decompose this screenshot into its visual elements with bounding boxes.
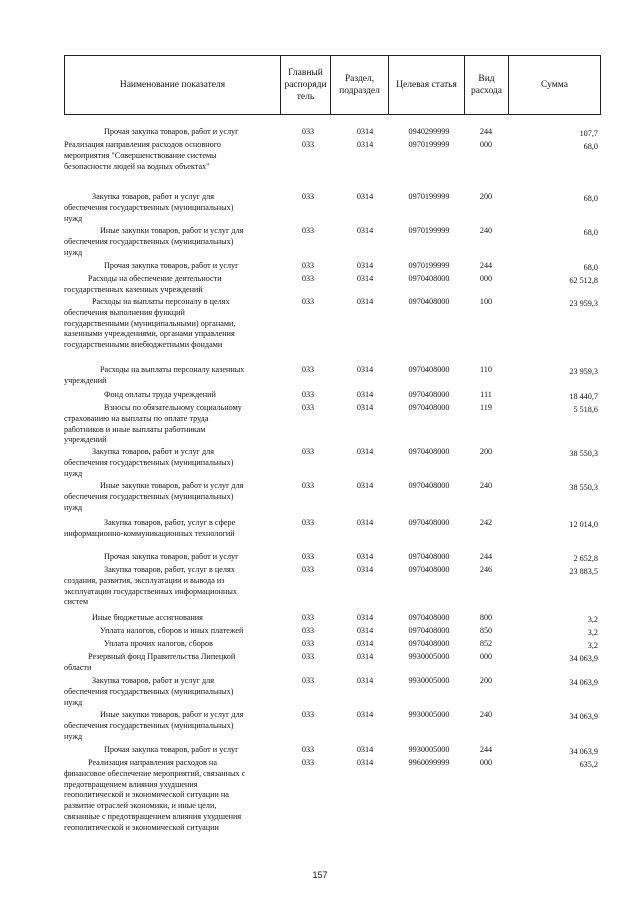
row-summa: 12 014,0 <box>569 520 598 529</box>
row-celevaya: 0970408000 <box>408 403 450 412</box>
row-vid: 244 <box>479 261 493 270</box>
row-name <box>64 552 274 563</box>
row-name-line: Прочая закупка товаров, работ и услуг <box>104 127 239 136</box>
row-name-line: Иные закупки товаров, работ и услуг для <box>100 481 244 490</box>
row-name <box>64 481 274 513</box>
row-razdel: 0314 <box>356 297 374 306</box>
row-celevaya: 0970408000 <box>408 447 450 456</box>
row-name-line: обеспечения государственных (муниципальных) <box>64 491 234 501</box>
row-celevaya: 0970408000 <box>408 390 450 399</box>
row-name <box>64 226 274 258</box>
row-name <box>64 676 274 708</box>
row-name-line: казенными учреждениями, органами управления <box>64 329 235 339</box>
row-vid: 200 <box>479 192 493 201</box>
row-summa: 2 652,8 <box>573 554 598 563</box>
row-name-line: обеспечения государственных (муниципальных) <box>64 236 234 246</box>
row-name <box>64 758 274 834</box>
row-name <box>64 626 274 637</box>
row-vid: 200 <box>479 447 493 456</box>
row-name-line: нужд <box>64 247 83 257</box>
row-summa: 23 959,3 <box>569 367 598 376</box>
row-glav: 033 <box>301 552 315 561</box>
row-razdel: 0314 <box>356 652 374 661</box>
row-vid: 852 <box>479 639 493 648</box>
row-razdel: 0314 <box>356 676 374 685</box>
row-name <box>64 261 274 272</box>
row-name-line: Уплата прочих налогов, сборов <box>104 639 213 648</box>
row-summa: 23 883,5 <box>569 567 598 576</box>
row-vid: 000 <box>479 140 493 149</box>
row-name-line: связанные с предотвращением влияния ухудшения <box>64 811 242 821</box>
row-name-line: нужд <box>64 502 83 512</box>
row-glav: 033 <box>301 710 315 719</box>
row-razdel: 0314 <box>356 390 374 399</box>
row-name-line: Закупка товаров, работ, услуг в сфере <box>104 518 236 527</box>
row-name-line: учреждений <box>64 375 107 385</box>
row-glav: 033 <box>301 274 315 283</box>
row-vid: 242 <box>479 518 493 527</box>
row-celevaya: 0970199999 <box>408 192 450 201</box>
row-summa: 38 550,3 <box>569 483 598 492</box>
row-name-line: развитие отраслей экономики, и иные цели, <box>64 801 217 811</box>
row-name-line: Закупка товаров, работ и услуг для <box>92 676 214 685</box>
row-name-line: Расходы на выплаты персоналу в целях <box>92 297 230 306</box>
row-name-line: работников и иные выплаты работникам <box>64 424 206 434</box>
row-name <box>64 192 274 224</box>
row-vid: 246 <box>479 565 493 574</box>
row-glav: 033 <box>301 613 315 622</box>
row-name <box>64 565 274 608</box>
row-name-line: предотвращением влияния ухудшения <box>64 779 198 789</box>
row-name-line: нужд <box>64 731 83 741</box>
row-vid: 244 <box>479 745 493 754</box>
row-celevaya: 0970408000 <box>408 274 450 283</box>
row-summa: 62 512,8 <box>569 276 598 285</box>
row-razdel: 0314 <box>356 639 374 648</box>
row-celevaya: 0970408000 <box>408 297 450 306</box>
row-name-line: Взносы по обязательному социальному <box>104 403 242 412</box>
row-name <box>64 710 274 742</box>
row-name-line: области <box>64 662 92 672</box>
row-celevaya: 0970199999 <box>408 261 450 270</box>
row-glav: 033 <box>301 639 315 648</box>
row-celevaya: 9930005000 <box>408 676 450 685</box>
row-name-line: обеспечения государственных (муниципальных) <box>64 686 234 696</box>
row-vid: 850 <box>479 626 493 635</box>
row-name-line: Реализация направления расходов на <box>88 758 217 767</box>
row-name-line: Уплата налогов, сборов и иных платежей <box>100 626 244 635</box>
row-name-line: Расходы на обеспечение деятельности <box>88 274 222 283</box>
header-name: Наименование показателя <box>65 56 281 115</box>
table-header <box>64 55 601 115</box>
row-vid: 100 <box>479 297 493 306</box>
row-name <box>64 403 274 446</box>
row-razdel: 0314 <box>356 565 374 574</box>
row-name-line: нужд <box>64 697 83 707</box>
row-glav: 033 <box>301 140 315 149</box>
row-summa: 38 550,3 <box>569 449 598 458</box>
row-name-line: финансовое обеспечение мероприятий, связанных с <box>64 768 246 778</box>
row-name-line: Закупка товаров, работ, услуг в целях <box>104 565 235 574</box>
row-glav: 033 <box>301 297 315 306</box>
row-razdel: 0314 <box>356 192 374 201</box>
row-name-line: Закупка товаров, работ и услуг для <box>92 192 214 201</box>
row-vid: 240 <box>479 226 493 235</box>
row-name <box>64 390 274 401</box>
row-razdel: 0314 <box>356 626 374 635</box>
row-name-line: Реализация направления расходов основного <box>64 140 221 149</box>
row-razdel: 0314 <box>356 447 374 456</box>
row-glav: 033 <box>301 127 315 136</box>
row-razdel: 0314 <box>356 140 374 149</box>
row-vid: 111 <box>480 390 492 399</box>
row-summa: 34 063,9 <box>569 654 598 663</box>
row-name-line: эксплуатации государственных информационных <box>64 586 237 596</box>
row-glav: 033 <box>301 261 315 270</box>
row-celevaya: 0970408000 <box>408 565 450 574</box>
row-name-line: Прочая закупка товаров, работ и услуг <box>104 552 239 561</box>
row-summa: 68,0 <box>583 142 598 151</box>
row-celevaya: 0970408000 <box>408 481 450 490</box>
row-razdel: 0314 <box>356 226 374 235</box>
row-glav: 033 <box>301 403 315 412</box>
row-vid: 240 <box>479 710 493 719</box>
row-summa: 34 063,9 <box>569 678 598 687</box>
row-name-line: государственными внебюджетными фондами <box>64 340 223 350</box>
row-name-line: нужд <box>64 213 83 223</box>
row-glav: 033 <box>301 226 315 235</box>
row-glav: 033 <box>301 758 315 767</box>
row-celevaya: 9930005000 <box>408 745 450 754</box>
row-name <box>64 140 274 172</box>
row-glav: 033 <box>301 447 315 456</box>
row-name-line: геополитической и экономической ситуации на <box>64 790 229 800</box>
row-name <box>64 127 274 138</box>
row-name-line: Расходы на выплаты персоналу казенных <box>100 365 245 374</box>
row-razdel: 0314 <box>356 552 374 561</box>
row-razdel: 0314 <box>356 261 374 270</box>
row-glav: 033 <box>301 565 315 574</box>
row-name-line: Закупка товаров, работ и услуг для <box>92 447 214 456</box>
row-summa: 18 440,7 <box>569 392 598 401</box>
row-glav: 033 <box>301 745 315 754</box>
row-name-line: Иные закупки товаров, работ и услуг для <box>100 226 244 235</box>
row-vid: 244 <box>479 552 493 561</box>
row-summa: 107,7 <box>579 129 598 138</box>
row-name <box>64 274 274 296</box>
row-name <box>64 365 274 387</box>
row-razdel: 0314 <box>356 127 374 136</box>
row-summa: 23 959,3 <box>569 299 598 308</box>
row-vid: 244 <box>479 127 493 136</box>
header-summa: Сумма <box>509 56 601 115</box>
row-summa: 635,2 <box>579 760 598 769</box>
row-vid: 119 <box>480 403 492 412</box>
row-name-line: страхованию на выплаты по оплате труда <box>64 413 209 423</box>
row-celevaya: 0970408000 <box>408 518 450 527</box>
page-number: 157 <box>312 870 328 880</box>
row-glav: 033 <box>301 481 315 490</box>
row-summa: 3,2 <box>587 615 598 624</box>
row-name-line: безопасности людей на водных объектах" <box>64 161 210 171</box>
header-glav: Главный распоряди тель <box>281 56 331 115</box>
row-glav: 033 <box>301 518 315 527</box>
row-razdel: 0314 <box>356 518 374 527</box>
row-name-line: государственными (муниципальными) органами, <box>64 318 236 328</box>
row-celevaya: 0940299999 <box>408 127 450 136</box>
row-name-line: обеспечения государственных (муниципальных) <box>64 720 234 730</box>
row-vid: 200 <box>479 676 493 685</box>
row-celevaya: 9930005000 <box>408 652 450 661</box>
row-vid: 110 <box>480 365 492 374</box>
row-name-line: систем <box>64 597 89 607</box>
row-glav: 033 <box>301 365 315 374</box>
row-name <box>64 639 274 650</box>
row-razdel: 0314 <box>356 758 374 767</box>
row-vid: 240 <box>479 481 493 490</box>
row-name-line: Фонд оплаты труда учреждений <box>104 390 216 399</box>
row-summa: 34 063,9 <box>569 712 598 721</box>
row-celevaya: 0970408000 <box>408 613 450 622</box>
header-vid: Вид расхода <box>465 56 509 115</box>
row-summa: 3,2 <box>587 641 598 650</box>
row-razdel: 0314 <box>356 274 374 283</box>
row-name-line: Прочая закупка товаров, работ и услуг <box>104 745 239 754</box>
row-name-line: создания, развития, эксплуатации и вывода из <box>64 575 225 585</box>
row-name-line: учреждений <box>64 435 107 445</box>
row-glav: 033 <box>301 652 315 661</box>
row-celevaya: 0970408000 <box>408 552 450 561</box>
row-name-line: обеспечения государственных (муниципальных) <box>64 202 234 212</box>
row-summa: 68,0 <box>583 263 598 272</box>
row-name-line: Иные бюджетные ассигнования <box>92 613 203 622</box>
row-vid: 000 <box>479 274 493 283</box>
row-glav: 033 <box>301 676 315 685</box>
row-name <box>64 518 274 540</box>
row-name-line: геополитической и экономической ситуации <box>64 822 219 832</box>
row-celevaya: 0970199999 <box>408 140 450 149</box>
row-vid: 800 <box>479 613 493 622</box>
row-razdel: 0314 <box>356 403 374 412</box>
row-name-line: Иные закупки товаров, работ и услуг для <box>100 710 244 719</box>
row-summa: 5 518,6 <box>573 405 598 414</box>
row-name-line: Резервный фонд Правительства Липецкой <box>88 652 236 661</box>
row-celevaya: 0970199999 <box>408 226 450 235</box>
row-razdel: 0314 <box>356 481 374 490</box>
row-glav: 033 <box>301 390 315 399</box>
row-name-line: обеспечения выполнения функций <box>64 307 185 317</box>
row-celevaya: 9960099999 <box>408 758 450 767</box>
row-celevaya: 0970408000 <box>408 365 450 374</box>
row-celevaya: 0970408000 <box>408 626 450 635</box>
row-razdel: 0314 <box>356 365 374 374</box>
row-name <box>64 297 274 351</box>
row-summa: 68,0 <box>583 194 598 203</box>
row-name-line: нужд <box>64 468 83 478</box>
row-razdel: 0314 <box>356 745 374 754</box>
row-razdel: 0314 <box>356 613 374 622</box>
header-razdel: Раздел, подраздел <box>331 56 389 115</box>
row-name-line: обеспечения государственных (муниципальных) <box>64 457 234 467</box>
row-vid: 000 <box>479 758 493 767</box>
row-glav: 033 <box>301 192 315 201</box>
row-name <box>64 745 274 756</box>
row-name <box>64 447 274 479</box>
row-name <box>64 652 274 674</box>
header-celevaya: Целевая статья <box>389 56 465 115</box>
row-name-line: Прочая закупка товаров, работ и услуг <box>104 261 239 270</box>
row-summa: 3,2 <box>587 628 598 637</box>
row-celevaya: 0970408000 <box>408 639 450 648</box>
row-name-line: государственных казенных учреждений <box>64 284 203 294</box>
row-name-line: мероприятия "Совершенствование системы <box>64 150 217 160</box>
row-name-line: информационно-коммуникационных технологий <box>64 528 235 538</box>
row-vid: 000 <box>479 652 493 661</box>
row-celevaya: 9930005000 <box>408 710 450 719</box>
row-summa: 68,0 <box>583 228 598 237</box>
row-glav: 033 <box>301 626 315 635</box>
row-name <box>64 613 274 624</box>
row-razdel: 0314 <box>356 710 374 719</box>
row-summa: 34 063,9 <box>569 747 598 756</box>
